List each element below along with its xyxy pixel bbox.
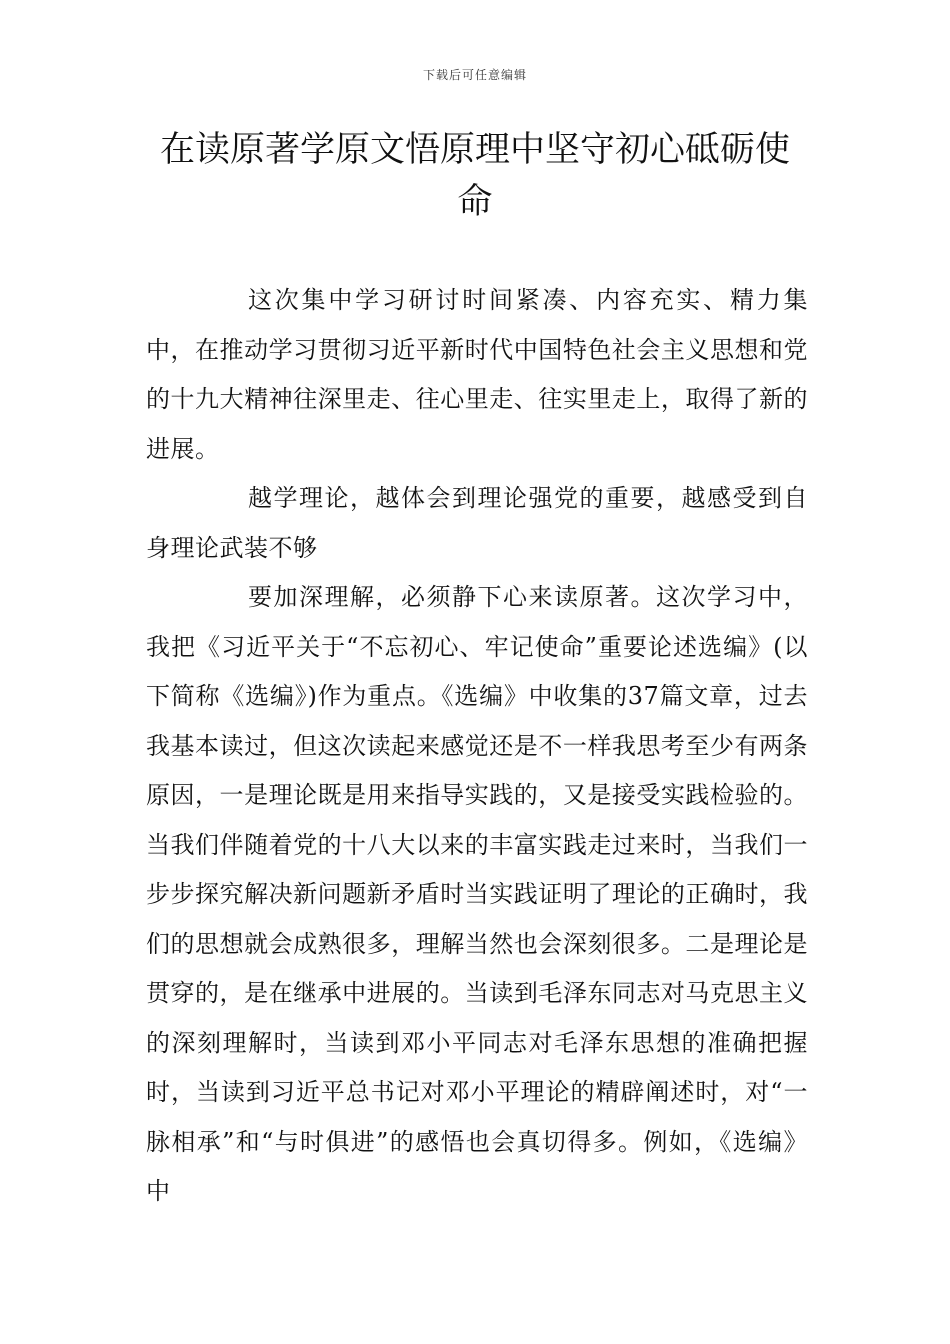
paragraph-2: 越学理论，越体会到理论强党的重要，越感受到自身理论武装不够 [146,484,808,562]
document-title: 在读原著学原文悟原理中坚守初心砥砺使命 [159,130,790,222]
paragraph-1: 这次集中学习研讨时间紧凑、内容充实、精力集中，在推动学习贯彻习近平新时代中国特色社会主义思想和党的十九大精神往深里走、往心里走、往实里走上，取得了新的进展。 [146,286,808,463]
header-note: 下载后可任意编辑 [422,68,527,82]
paragraph-3: 要加深理解，必须静下心来读原著。这次学习中，我把《习近平关于“不忘初心、牢记使命”重要论述选编》(以下简称《选编》)作为重点。《选编》中收集的37篇文章，过去我基本读过，但这次读起来感觉还是不一样我思考至少有两条原因，一是理论既是用来指导实践的，又是接受实践检验的。当我们伴随着党的十八大以来的丰富实践走过来时，当我们一步步探究解决新问题新矛盾时当实践证明了理论的正确时，我们的思想就会成熟很多，理解当然也会深刻很多。二是理论是贯穿的，是在继承中进展的。当读到毛泽东同志对马克思主义的深刻理解时，当读到邓小平同志对毛泽东思想的准确把握时，当读到习近平总书记对邓小平理论的精辟阐述时，对“一脉相承”和“与时俱进”的感悟也会真切得多。例如，《选编》中 [146,583,808,1205]
document-body [146,276,808,1217]
